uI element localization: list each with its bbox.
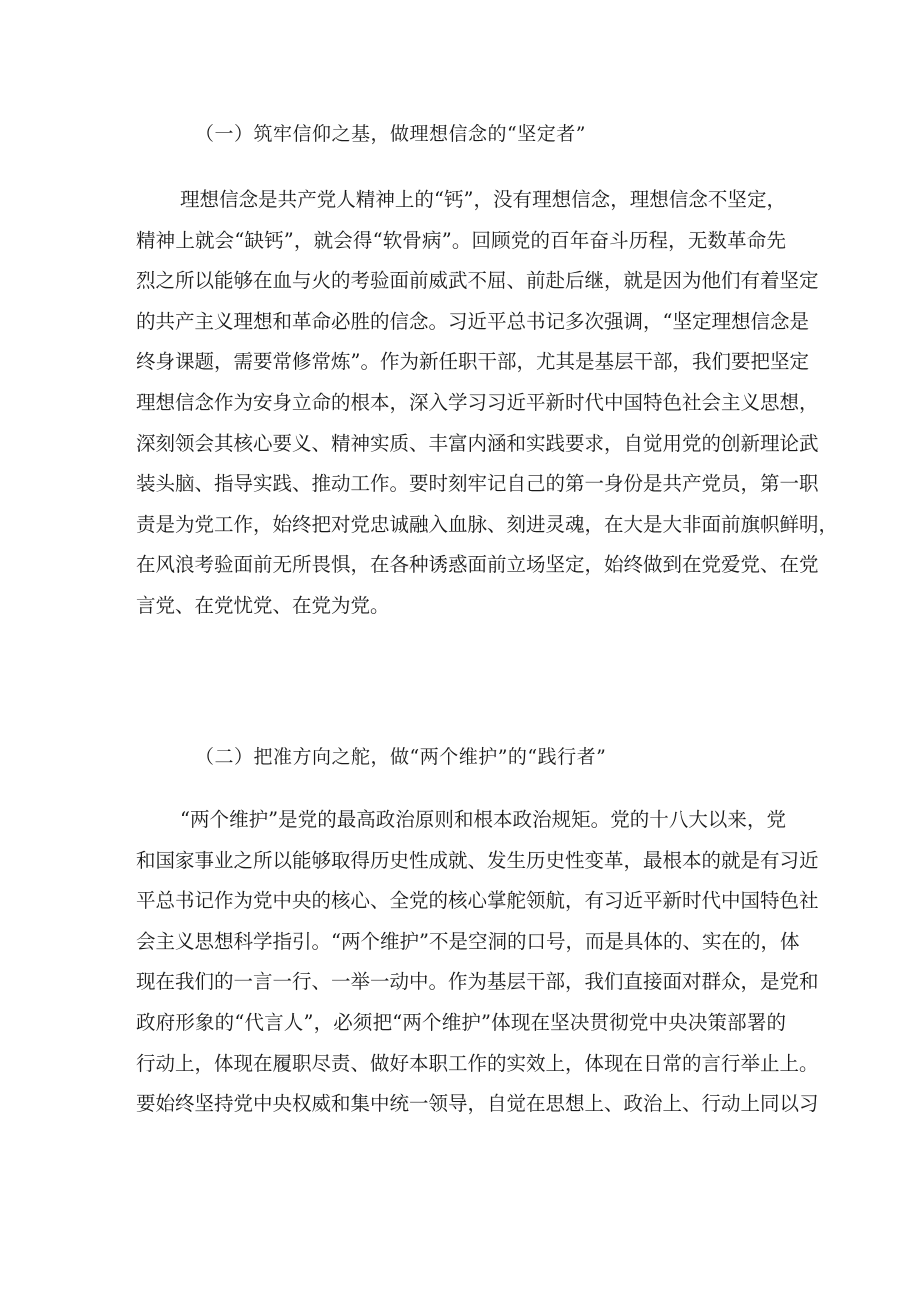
paragraph-line: 平总书记作为党中央的核心、全党的核心掌舵领航，有习近平新时代中国特色社 (136, 889, 819, 913)
section-1-heading: （一）筑牢信仰之基，做理想信念的“坚定者” (195, 123, 586, 145)
paragraph-line: “两个维护”是党的最高政治原则和根本政治规矩。党的十八大以来，党 (180, 808, 786, 831)
paragraph-line: 和国家事业之所以能够取得历史性成就、发生历史性变革，最根本的就是有习近 (136, 848, 819, 872)
paragraph-line: 理想信念作为安身立命的根本，深入学习习近平新时代中国特色社会主义思想， (136, 390, 819, 414)
paragraph-line: 的共产主义理想和革命必胜的信念。习近平总书记多次强调，“坚定理想信念是 (136, 309, 809, 333)
section-1-paragraph (136, 180, 839, 627)
paragraph-line: 现在我们的一言一行、一举一动中。作为基层干部，我们直接面对群众，是党和 (136, 970, 819, 994)
paragraph-line: 理想信念是共产党人精神上的“钙”，没有理想信念，理想信念不坚定， (180, 188, 786, 211)
paragraph-line: 行动上，体现在履职尽责、做好本职工作的实效上，体现在日常的言行举止上。 (136, 1051, 819, 1075)
paragraph-line: 责是为党工作，始终把对党忠诚融入血脉、刻进灵魂，在大是大非面前旗帜鲜明， (136, 512, 839, 536)
paragraph-line: 精神上就会“缺钙”，就会得“软骨病”。回顾党的百年奋斗历程，无数革命先 (136, 228, 786, 252)
section-2-heading: （二）把准方向之舵，做“两个维护”的“践行者” (195, 746, 607, 768)
paragraph-line: 装头脑、指导实践、推动工作。要时刻牢记自己的第一身份是共产党员，第一职 (136, 472, 819, 496)
section-2-paragraph (136, 800, 819, 1125)
paragraph-line: 在风浪考验面前无所畏惧，在各种诱惑面前立场坚定，始终做到在党爱党、在党 (136, 553, 819, 577)
paragraph-line: 会主义思想科学指引。“两个维护”不是空洞的口号，而是具体的、实在的，体 (136, 929, 800, 953)
paragraph-line: 烈之所以能够在血与火的考验面前威武不屈、前赴后继，就是因为他们有着坚定 (136, 269, 819, 293)
paragraph-line: 终身课题，需要常修常炼”。作为新任职干部，尤其是基层干部，我们要把坚定 (136, 350, 809, 374)
paragraph-line: 言党、在党忧党、在党为党。 (136, 593, 390, 617)
paragraph-line: 要始终坚持党中央权威和集中统一领导，自觉在思想上、政治上、行动上同以习 (136, 1092, 819, 1116)
paragraph-line: 政府形象的“代言人”，必须把“两个维护”体现在坚决贯彻党中央决策部署的 (136, 1010, 786, 1034)
paragraph-line: 深刻领会其核心要义、精神实质、丰富内涵和实践要求，自觉用党的创新理论武 (136, 431, 819, 455)
